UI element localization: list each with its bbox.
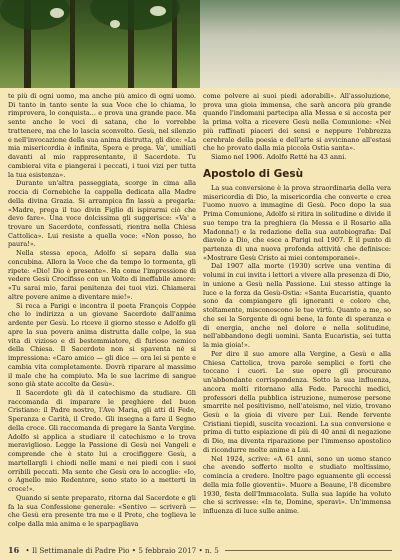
paragraph: Durante un'altra passeggiata, scorge in cima alla roccia di Cornebiche la cappella dedicata alla Madre della divina Grazia. Si arrampica fin lassù a pregarla: «Madre, prega il tuo divin Figlio di ispirarmi ciò che devo fare». Una voce dolcissima gli suggerisce: «Va' a trovare un Sacerdote, confessati, rientra nella Chiesa Cattolica». Lui resiste a quella voce: «Non posso, ho paura!». — [8, 179, 196, 249]
paragraph: Quando si sente preparato, ritorna dal Sacerdote e gli fa la sua Confessione generale: «Sentivo — scriverà — che Gesù era presente tra me e il Prete, che toglieva le colpe dalla mia anima e le sparpagliava — [8, 493, 196, 528]
paragraph: te più di ogni uomo, ma anche più amico di ogni uomo. Di tanto in tanto sente la sua Voce che lo chiama, lo rimprovera, lo conquista... e prova una grande pace. Ma sente anche le voci di satana, che lo vorrebbe trattenere, ma che lo lascia sconvolto. Gesù, nel silenzio e nell'invocazione della sua anima distrutta, gli dice: «La mia misericordia è infinita, Spera e prega. Va', umiliati davanti al mio rappresentante, il Sacerdote. Tu cambierai vita e piangerai i peccati, i tuoi vizi per tutta la tua esistenza». — [8, 92, 196, 179]
publication-name: Il Settimanale di Padre Pio — [31, 545, 130, 555]
paragraph: Dal 1907 alla morte (1930) scrive una ventina di volumi in cui invita i lettori a vivere alla presenza di Dio, in unione a Gesù nella Passione. Lui stesso attinge la luce e la forza da Gesù-Ostia: «Santa Eucaristia, quanto sono da compiangere gli ignoranti e coloro che, stoltamente, misconoscono le tue virtù. Quanto a me, so che sei la Sorgente di ogni bene, la fonte di speranza e di energia, anche nel dolore e nella solitudine, nell'abbandono degli uomini. Santa Eucaristia, sei tutta la mia gioia!». — [203, 262, 391, 350]
footer-separator: • — [196, 545, 206, 555]
issue-date: 5 febbraio 2017 — [138, 545, 197, 555]
light-spot — [110, 20, 120, 28]
paragraph: Si reca a Parigi e incontra il poeta François Coppée che lo indirizza a un giovane Sacerdote dall'anima ardente per Gesù. Lo riceve il giorno stesso e Adolfo gli apre la sua povera anima distrutta dalle colpe, la sua vita di vizioso e di bestemmiatore, di furioso nemico della Chiesa. Il Sacerdote non si spaventa né si impressiona: «Caro amico — gli dice — ora lei si pente e cambia vita completamente. Dovrà riparare al massimo il male che ha compiuto. Ma le sue lacrime di sangue sono già state accolte da Gesù». — [8, 301, 196, 389]
right-column — [203, 90, 391, 516]
page-number: 16 — [8, 545, 20, 555]
section-title: Apostolo di Gesù — [203, 167, 304, 180]
paragraph: Nella stessa epoca, Adolfo si separa dalla sua concubina. Allora la Voce che da tempo lo tormenta, gli ripete: «Dio! Dio è presente». Ha come l'impressione di vedere Gesù Crocifisso con un Volto di ineffabile amore: «Tu sarai mio, farai penitenza dei tuoi vizi. Chiamerai altre povere anime a diventare mie!». — [8, 249, 196, 301]
footer-separator: • — [23, 545, 32, 555]
paragraph: Siamo nel 1906. Adolfo Retté ha 43 anni. — [211, 153, 347, 162]
light-spot — [150, 6, 166, 16]
sky-image — [200, 0, 400, 88]
forest-image — [0, 0, 200, 88]
paragraph: Il Sacerdote gli dà il catechismo da studiare. Gli raccomanda di imparare le preghiere del buon Cristiano: il Padre nostro, l'Ave Maria, gli atti di Fede, Speranza e Carità, il Credo. Gli insegna a fare il Segno della croce. Gli raccomanda di pregare la Santa Vergine. Adolfo si applica a studiare il catechismo e lo trova meraviglioso. Legge la Passione di Gesù nei Vangeli e comprende che è stato lui a crocifiggere Gesù, a martellargli i chiodi nelle mani e nei piedi con i suoi orribili peccati. Ma sente che Gesù ora lo accoglie: «Io, o Agnello mio Redentore, sono stato io a metterti in croce!». — [8, 388, 196, 494]
paragraph: Per dire il suo amore alla Vergine, a Gesù e alla Chiesa Cattolica, trova parole semplici e forti che toccano i cuori. Le sue opere gli procurano un'abbondante corrispondenza. Sotto la sua influenza, ancora molti ritornano alla Fede. Parecchi medici, professori della pubblica istruzione, numerose persone smarrite nel positivismo, nell'ateismo, nel vizio, trovano Gesù e la gioia di vivere per Lui. Rende fervente Cristiani tiepidi, suscita vocazioni. La sua conversione e prima di tutto espiazione di più di 40 anni di negazione di Dio, ma diventa riparazione per l'immenso apostolico di ricondurre molte anime a Lui. — [203, 349, 391, 454]
light-spot — [50, 8, 64, 18]
paragraph: come polvere ai suoi piedi adorabili». All'assoluzione, prova una gioia immensa, che sarà ancora più grande quando l'indomani partecipa alla Messa e si accosta per la prima volta a ricevere Gesù nella Comunione: «Nei più raffinati piaceri dei sensi e neppure l'ebbrezza cerebrale della poesia e dell'arte si avvicinano all'estasi che ho provato dalla mia piccola Ostia santa». — [203, 92, 391, 153]
foliage — [90, 0, 180, 30]
header-photo — [0, 0, 400, 88]
footer-separator: • — [129, 545, 139, 555]
page-footer — [8, 544, 392, 556]
paragraph: La sua conversione è la prova straordinaria della vera misericordia di Dio, la misericordia che converte e crea l'uomo nuovo a immagine di Gesù. Poco dopo la sua Prima Comunione, Adolfo si ritira in solitudine e divide il suo tempo tra la preghiera (la Messa e il Rosario alla Madonna!) e la redazione della sua autobiografia: Dal diavolo a Dio, che esce a Parigi nel 1907. È il punto di partenza di una nuova profonda attività che definisce: «Mostrare Gesù Cristo ai miei contemporanei». — [203, 183, 391, 262]
issue-number: n. 5 — [205, 545, 219, 555]
paragraph: Nel 1924, scrive: «A 61 anni, sono un uomo stanco che avendo sofferto molto e studiato moltissimo, comincia a credere. Inoltre pago eguamente gli eccessi della mia folle gioventù». Muore a Beaune, l'8 dicembre 1930, festa dell'Immacolata. Sulla sua lapide ha voluto che si scrivesse: «In te, Domine, speravi». Un'immensa influenza di luce sulle anime. — [203, 454, 391, 516]
left-column — [8, 90, 196, 529]
footer-rule — [225, 550, 392, 551]
tree-trunk — [70, 0, 75, 88]
